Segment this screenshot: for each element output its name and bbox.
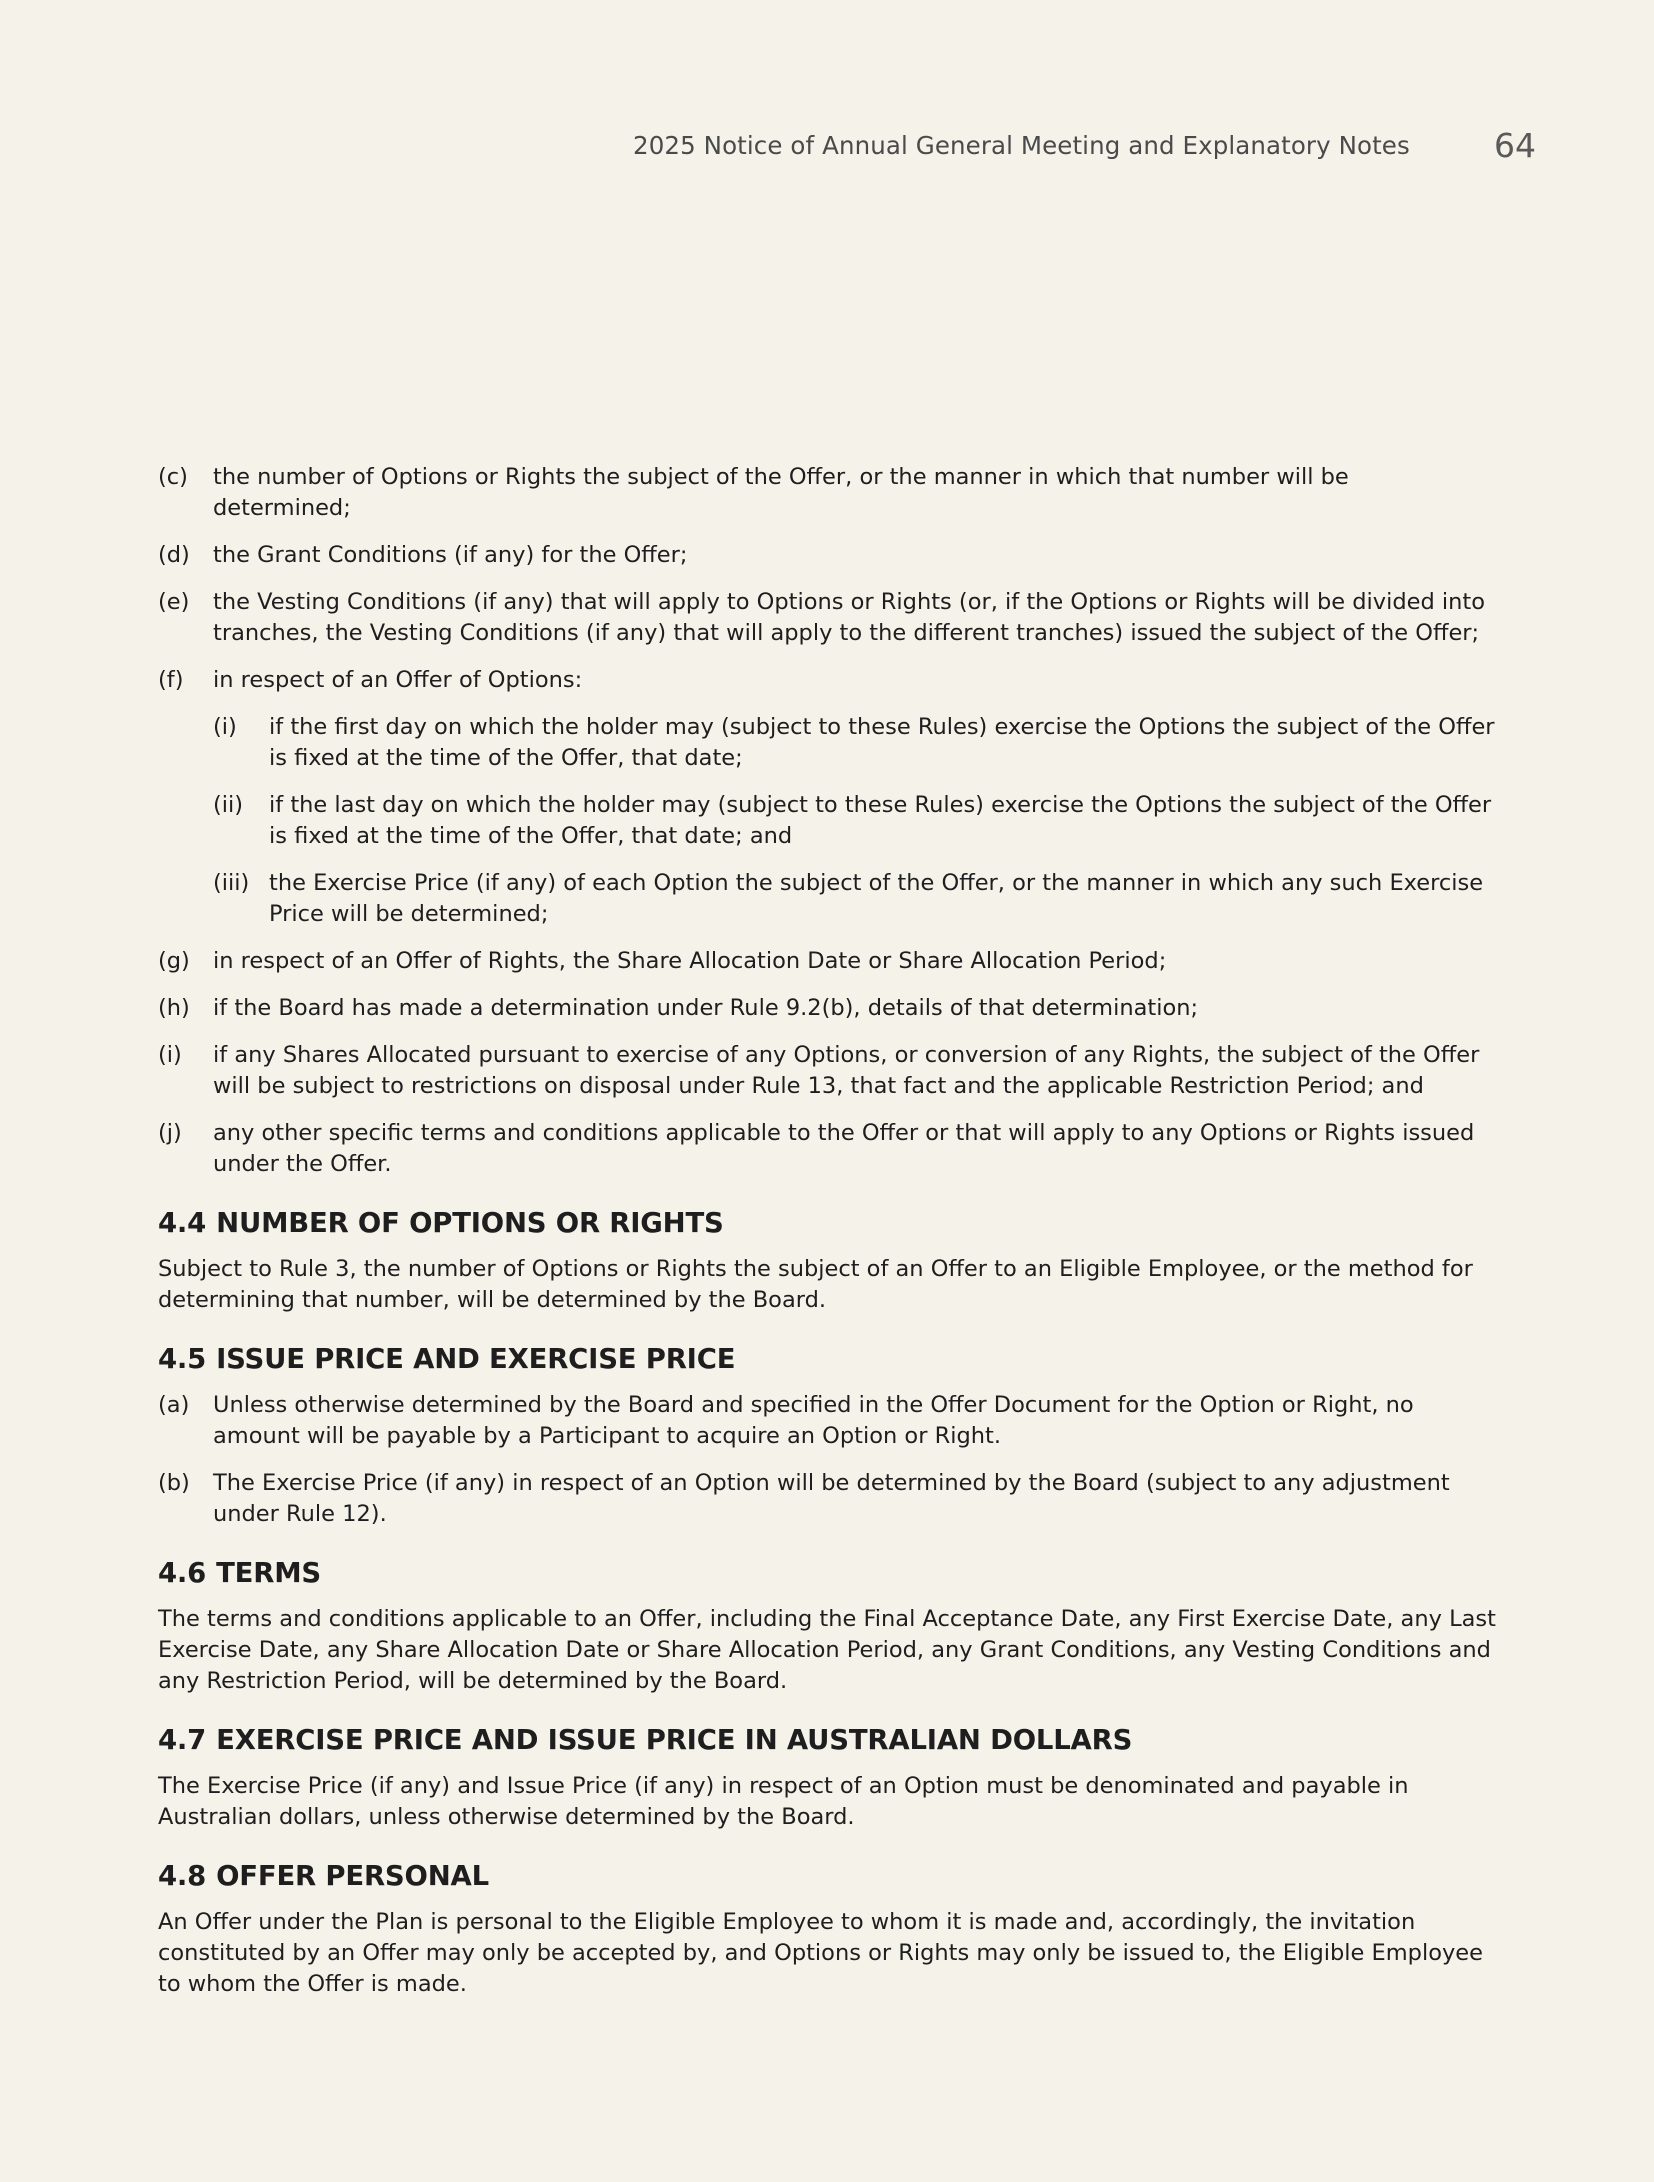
section-title: NUMBER OF OPTIONS OR RIGHTS: [216, 1207, 724, 1239]
section-title: OFFER PERSONAL: [216, 1860, 489, 1892]
section-heading-4-7: [158, 1723, 1503, 1757]
list-item-text: the Vesting Conditions (if any) that will apply to Options or Rights (or, if the Options or Rights will be divided into tranches, the Vesting Conditions (if any) that will apply to the different tranches) issued the subject of the Offer;: [213, 589, 1486, 646]
sub-list-item-label: (ii): [213, 792, 244, 818]
list-item-label: (g): [158, 948, 190, 974]
sub-list-item: [158, 790, 1503, 852]
section-heading-4-5: [158, 1342, 1503, 1376]
section-body: The terms and conditions applicable to an Offer, including the Final Acceptance Date, any First Exercise Date, any Last Exercise Date, any Share Allocation Date or Share Allocation Period, any Grant Conditions, any Vesting Conditions and any Restriction Period, will be determined by the Board.: [158, 1606, 1496, 1694]
list-item: [158, 1040, 1503, 1102]
list-item: [158, 587, 1503, 649]
section-body: An Offer under the Plan is personal to the Eligible Employee to whom it is made and, accordingly, the invitation constituted by an Offer may only be accepted by, and Options or Rights may only be issued to, the Eligible Employee to whom the Offer is made.: [158, 1909, 1483, 1997]
section-title: EXERCISE PRICE AND ISSUE PRICE IN AUSTRALIAN DOLLARS: [216, 1724, 1133, 1756]
list-item-text: The Exercise Price (if any) in respect of an Option will be determined by the Board (subject to any adjustment under Rule 12).: [213, 1470, 1450, 1527]
page-number: 64: [1494, 126, 1536, 165]
section-number: 4.5: [158, 1343, 207, 1375]
section-title: ISSUE PRICE AND EXERCISE PRICE: [216, 1343, 736, 1375]
list-item-label: (a): [158, 1392, 190, 1418]
list-item-text: in respect of an Offer of Rights, the Share Allocation Date or Share Allocation Period;: [213, 948, 1167, 974]
list-item: [158, 1118, 1503, 1180]
list-item: [158, 540, 1503, 571]
document-body: [158, 462, 1503, 2016]
list-item-text: if any Shares Allocated pursuant to exercise of any Options, or conversion of any Rights, the subject of the Offer will be subject to restrictions on disposal under Rule 13, that fact and the applicable Restriction Period; and: [213, 1042, 1480, 1099]
list-item-text: in respect of an Offer of Options:: [213, 667, 583, 693]
list-item-label: (f): [158, 667, 184, 693]
list-item-label: (c): [158, 464, 188, 490]
sub-list-item: [158, 868, 1503, 930]
sub-list-item-label: (i): [213, 714, 237, 740]
section-number: 4.4: [158, 1207, 207, 1239]
list-item: [158, 462, 1503, 524]
list-item-label: (e): [158, 589, 190, 615]
list-item: [158, 946, 1503, 977]
list-item-label: (h): [158, 995, 190, 1021]
sub-list-item-text: if the last day on which the holder may (subject to these Rules) exercise the Options the subject of the Offer is fixed at the time of the Offer, that date; and: [269, 792, 1492, 849]
sub-list-item-text: the Exercise Price (if any) of each Option the subject of the Offer, or the manner in which any such Exercise Price will be determined;: [269, 870, 1484, 927]
list-item-label: (i): [158, 1042, 182, 1068]
section-title: TERMS: [216, 1557, 322, 1589]
sub-list-item-label: (iii): [213, 870, 250, 896]
list-item-text: the number of Options or Rights the subject of the Offer, or the manner in which that number will be determined;: [213, 464, 1349, 521]
list-item: [158, 1390, 1503, 1452]
list-item-text: the Grant Conditions (if any) for the Offer;: [213, 542, 688, 568]
section-number: 4.6: [158, 1557, 207, 1589]
document-header-title: 2025 Notice of Annual General Meeting and Explanatory Notes: [633, 131, 1410, 160]
list-item-label: (d): [158, 542, 190, 568]
section-heading-4-6: [158, 1556, 1503, 1590]
section-heading-4-8: [158, 1859, 1503, 1893]
list-item: [158, 1468, 1503, 1530]
list-item: [158, 993, 1503, 1024]
sub-list-item: [158, 712, 1503, 774]
section-heading-4-4: [158, 1206, 1503, 1240]
section-number: 4.7: [158, 1724, 207, 1756]
list-item-text: any other specific terms and conditions applicable to the Offer or that will apply to any Options or Rights issued under the Offer.: [213, 1120, 1475, 1177]
list-item-label: (j): [158, 1120, 182, 1146]
section-body: Subject to Rule 3, the number of Options or Rights the subject of an Offer to an Eligible Employee, or the method for determining that number, will be determined by the Board.: [158, 1256, 1473, 1313]
list-item-label: (b): [158, 1470, 190, 1496]
section-body: The Exercise Price (if any) and Issue Price (if any) in respect of an Option must be denominated and payable in Australian dollars, unless otherwise determined by the Board.: [158, 1773, 1409, 1830]
list-item-text: if the Board has made a determination under Rule 9.2(b), details of that determination;: [213, 995, 1199, 1021]
section-number: 4.8: [158, 1860, 207, 1892]
list-item-text: Unless otherwise determined by the Board and specified in the Offer Document for the Option or Right, no amount will be payable by a Participant to acquire an Option or Right.: [213, 1392, 1414, 1449]
sub-list-item-text: if the first day on which the holder may (subject to these Rules) exercise the Options the subject of the Offer is fixed at the time of the Offer, that date;: [269, 714, 1495, 771]
list-item: [158, 665, 1503, 696]
